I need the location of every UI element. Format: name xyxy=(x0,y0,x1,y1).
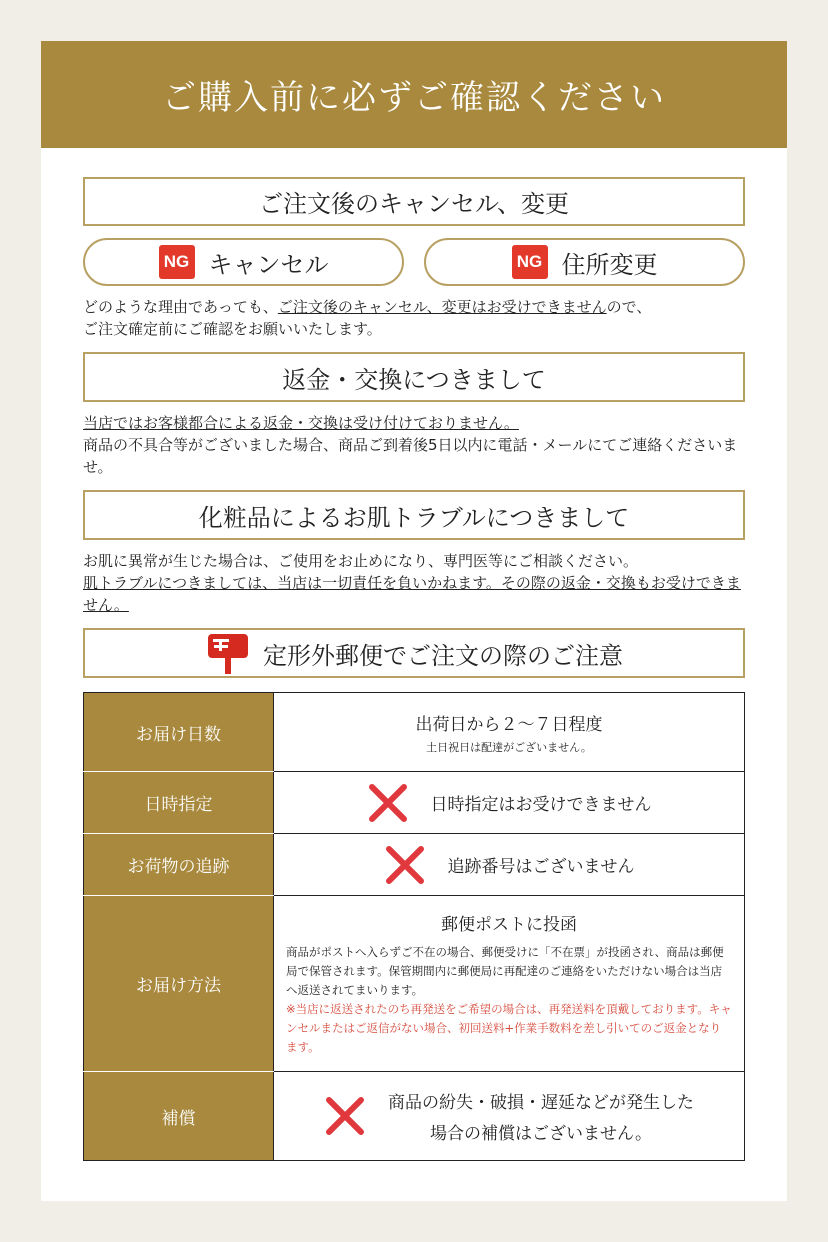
content-area xyxy=(83,177,745,1161)
refund-text-b: 商品の不具合等がございました場合、商品ご到着後5日以内に電話・メールにてご連絡くださいませ。 xyxy=(83,436,738,476)
table-row xyxy=(84,693,745,772)
row-value-compensation xyxy=(274,1072,745,1161)
cross-icon xyxy=(384,844,426,886)
ng-badge-icon: NG xyxy=(512,245,548,279)
notice-card xyxy=(41,41,787,1201)
cancel-text-c: ので、 xyxy=(606,298,652,316)
section-title-mail xyxy=(83,628,745,678)
ng-pill-address xyxy=(424,238,745,286)
mailbox-icon xyxy=(205,631,251,675)
method-note: ※当店に返送されたのち再発送をご希望の場合は、再発送料を頂戴しております。キャンセルまたはご返信がない場合、初回送料+作業手数料を差し引いてのご返金となります。 xyxy=(286,1002,732,1054)
compensation-main-1: 商品の紛失・破損・遅延などが発生した xyxy=(388,1093,694,1113)
shipping-table xyxy=(83,692,745,1161)
cancel-text-d: ご注文確定前にご確認をお願いいたします。 xyxy=(83,320,382,338)
days-main: 出荷日から２〜７日程度 xyxy=(415,714,603,735)
cross-icon xyxy=(367,782,409,824)
ng-badge-icon: NG xyxy=(159,245,195,279)
skin-text xyxy=(83,550,745,616)
refund-text-underlined: 当店ではお客様都合による返金・交換は受け付けておりません。 xyxy=(83,414,519,432)
compensation-main-2: 場合の補償はございません。 xyxy=(429,1124,653,1144)
method-main: 郵便ポストに投函 xyxy=(441,915,577,935)
section-title-refund: 返金・交換につきまして xyxy=(83,352,745,402)
section-title-skin: 化粧品によるお肌トラブルにつきまして xyxy=(83,490,745,540)
cancel-text xyxy=(83,296,745,340)
pill-label-address: 住所変更 xyxy=(561,250,658,279)
table-row xyxy=(84,1072,745,1161)
days-sub: 土日祝日は配達がございません。 xyxy=(426,740,592,754)
table-row xyxy=(84,896,745,1072)
tracking-main: 追跡番号はございません xyxy=(447,857,635,877)
row-value-datetime xyxy=(274,772,745,834)
row-label-compensation: 補償 xyxy=(84,1072,274,1161)
table-row xyxy=(84,772,745,834)
row-label-method: お届け方法 xyxy=(84,896,274,1072)
section-title-cancel: ご注文後のキャンセル、変更 xyxy=(83,177,745,226)
row-value-days xyxy=(274,693,745,772)
section-title-mail-text: 定形外郵便でご注文の際のご注意 xyxy=(263,641,623,670)
row-label-tracking: お荷物の追跡 xyxy=(84,834,274,896)
page-title: ご購入前に必ずご確認ください xyxy=(41,41,787,148)
cross-icon xyxy=(324,1095,366,1137)
row-value-method xyxy=(274,896,745,1072)
cancel-text-a: どのような理由であっても、 xyxy=(83,298,278,316)
refund-text xyxy=(83,412,745,478)
row-label-datetime: 日時指定 xyxy=(84,772,274,834)
skin-text-a: お肌に異常が生じた場合は、ご使用をお止めになり、専門医等にご相談ください。 xyxy=(83,552,639,570)
row-value-tracking xyxy=(274,834,745,896)
row-label-days: お届け日数 xyxy=(84,693,274,772)
skin-text-underlined: 肌トラブルにつきましては、当店は一切責任を負いかねます。その際の返金・交換もお受けできません。 xyxy=(83,574,741,614)
ng-pill-cancel xyxy=(83,238,404,286)
method-body: 商品がポストへ入らずご不在の場合、郵便受けに「不在票」が投函され、商品は郵便局で保管されます。保管期間内に郵便局に再配達のご連絡をいただけない場合は当店へ返送されてまいります。 xyxy=(286,945,724,997)
table-row xyxy=(84,834,745,896)
datetime-main: 日時指定はお受けできません xyxy=(430,795,652,815)
pill-label-cancel: キャンセル xyxy=(208,250,329,279)
cancel-text-underlined: ご注文後のキャンセル、変更はお受けできません xyxy=(277,298,607,316)
ng-pills xyxy=(83,238,745,286)
